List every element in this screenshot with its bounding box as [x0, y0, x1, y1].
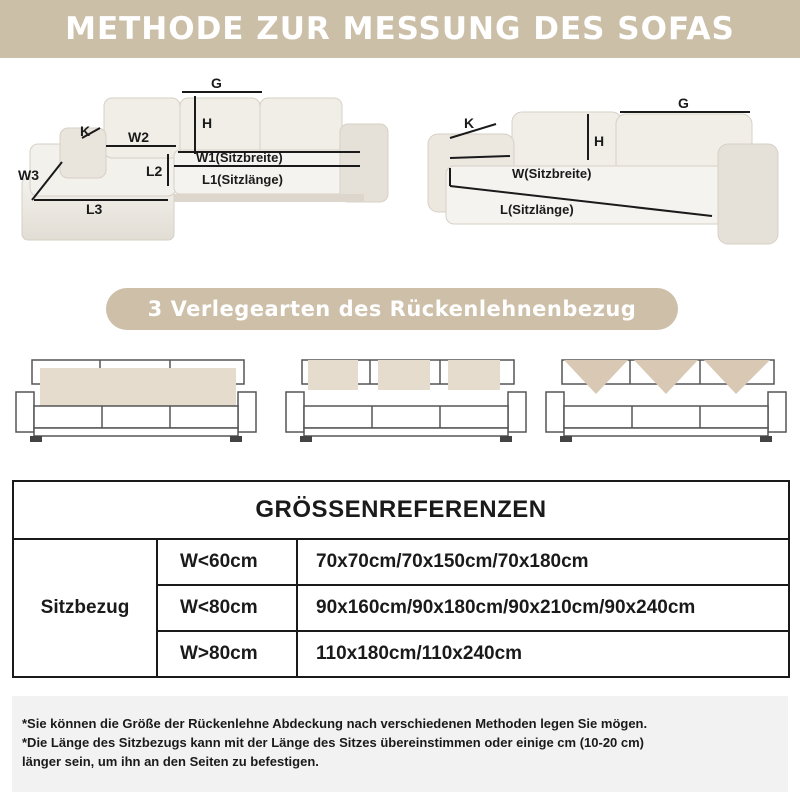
dim-l1: L1(Sitzlänge)	[202, 172, 283, 187]
sizes-cell: 110x180cm/110x240cm	[297, 631, 789, 677]
dim-w2: W2	[128, 129, 149, 145]
dim-h: H	[594, 133, 605, 149]
dim-w1: W1(Sitzbreite)	[196, 150, 283, 165]
note-line: *Sie können die Größe der Rückenlehne Abdeckung nach verschiedenen Methoden legen Sie mögen.	[22, 716, 648, 731]
dim-k: K	[464, 115, 475, 131]
methods-title: 3 Verlegearten des Rückenlehnenbezug	[147, 297, 637, 321]
notes-box	[12, 696, 788, 792]
row-label: Sitzbezug	[13, 539, 157, 677]
dim-l: L(Sitzlänge)	[500, 202, 574, 217]
dim-g: G	[211, 75, 222, 91]
dim-h: H	[202, 115, 213, 131]
straight-sofa-diagram	[420, 90, 790, 250]
note-line: länger sein, um ihn an den Seiten zu befestigen.	[22, 754, 319, 769]
sizes-cell: 90x160cm/90x180cm/90x210cm/90x240cm	[297, 585, 789, 631]
note-line: *Die Länge des Sitzbezugs kann mit der Länge des Sitzes übereinstimmen oder einige cm (10-20 cm)	[22, 735, 645, 750]
range-cell: W>80cm	[157, 631, 297, 677]
method-1-diagram	[14, 350, 258, 446]
dim-w3: W3	[18, 167, 39, 183]
methods-pill	[106, 288, 678, 330]
dim-w: W(Sitzbreite)	[512, 166, 592, 181]
table-title: GRÖSSENREFERENZEN	[13, 481, 789, 539]
page-title: METHODE ZUR MESSUNG DES SOFAS	[65, 11, 735, 47]
range-cell: W<60cm	[157, 539, 297, 585]
corner-sofa-diagram	[0, 68, 400, 248]
table-row	[13, 539, 789, 585]
dim-k: K	[80, 123, 91, 139]
dim-l2: L2	[146, 163, 163, 179]
size-reference-table	[12, 480, 790, 678]
method-2-diagram	[284, 350, 528, 446]
sizes-cell: 70x70cm/70x150cm/70x180cm	[297, 539, 789, 585]
dim-g: G	[678, 95, 689, 111]
method-3-diagram	[544, 350, 788, 446]
dim-l3: L3	[86, 201, 103, 217]
header-banner	[0, 0, 800, 58]
range-cell: W<80cm	[157, 585, 297, 631]
